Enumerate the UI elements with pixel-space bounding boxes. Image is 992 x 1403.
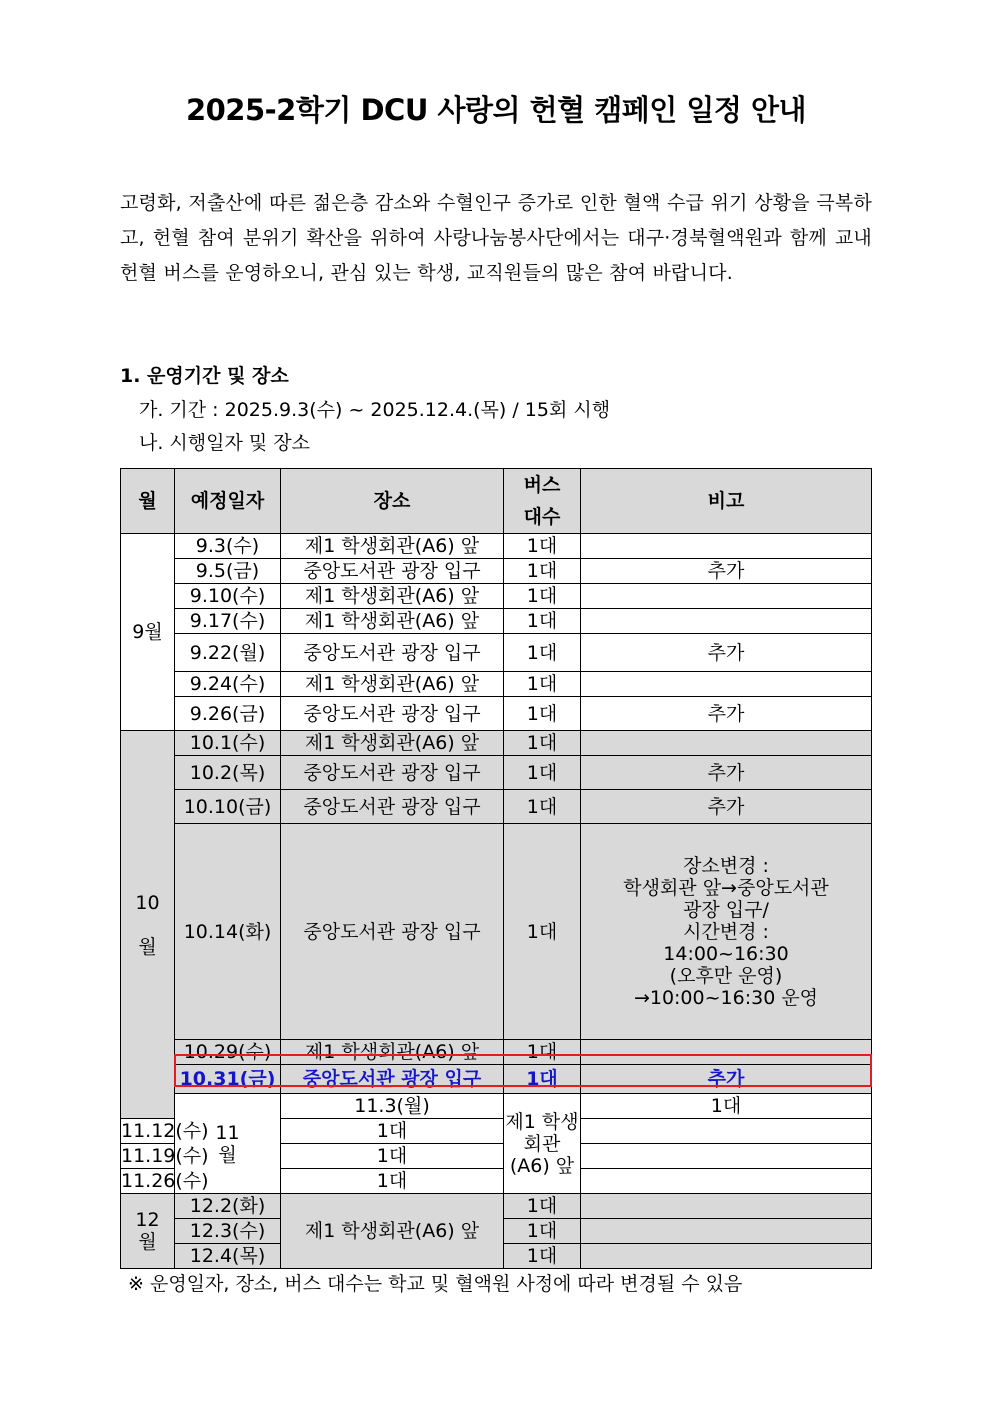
- period-line: 가. 기간 : 2025.9.3(수) ~ 2025.12.4.(목) / 15회 시행: [139, 399, 611, 421]
- note-cell: 추가: [581, 697, 872, 731]
- bus-cell: 1대: [504, 634, 581, 672]
- table-row: [121, 790, 872, 824]
- bus-cell: 1대: [504, 756, 581, 790]
- date-cell: 10.31(금): [175, 1065, 281, 1094]
- date-cell: 12.2(화): [175, 1194, 281, 1219]
- date-cell: 10.29(수): [175, 1040, 281, 1065]
- note-cell: [581, 1119, 872, 1144]
- place-cell: 중앙도서관 광장 입구: [281, 634, 504, 672]
- month-cell-nov: 11 월: [175, 1094, 281, 1194]
- bus-cell: 1대: [504, 534, 581, 559]
- table-row: [121, 1040, 872, 1065]
- date-cell: 11.19(수): [121, 1145, 209, 1167]
- note-cell-multiline: 장소변경 : 학생회관 앞→중앙도서관 광장 입구/ 시간변경 : 14:00~16:30 (오후만 운영) →10:00~16:30 운영: [581, 824, 872, 1040]
- date-cell: 9.10(수): [175, 584, 281, 609]
- bus-cell: 1대: [281, 1169, 504, 1194]
- note-cell: [581, 1169, 872, 1194]
- place-cell: 중앙도서관 광장 입구: [281, 756, 504, 790]
- place-cell: 중앙도서관 광장 입구: [281, 1065, 504, 1094]
- page-title: 2025-2학기 DCU 사랑의 헌혈 캠페인 일정 안내: [185, 93, 807, 127]
- place-cell: 중앙도서관 광장 입구: [281, 824, 504, 1040]
- date-cell: 10.14(화): [175, 824, 281, 1040]
- note-cell: [581, 1194, 872, 1219]
- table-row: [121, 731, 872, 756]
- date-cell: 9.26(금): [175, 697, 281, 731]
- place-cell-nov: 제1 학생회관(A6) 앞: [504, 1094, 581, 1194]
- note-cell: [581, 1040, 872, 1065]
- date-cell: 9.22(월): [175, 634, 281, 672]
- bus-cell: 1대: [281, 1119, 504, 1144]
- note-cell: 추가: [581, 756, 872, 790]
- bus-cell: 1대: [504, 1244, 581, 1269]
- bus-cell: 1대: [504, 609, 581, 634]
- place-cell: 중앙도서관 광장 입구: [281, 697, 504, 731]
- bus-cell: 1대: [581, 1094, 872, 1119]
- table-row: [121, 534, 872, 559]
- place-cell: 제1 학생회관(A6) 앞: [281, 609, 504, 634]
- bus-cell: 1대: [504, 1194, 581, 1219]
- bus-cell: 1대: [281, 1144, 504, 1169]
- table-row-highlighted: [121, 1065, 872, 1094]
- table-row: [121, 1194, 872, 1219]
- note-cell: [581, 1219, 872, 1244]
- table-row: [121, 697, 872, 731]
- date-cell: 12.4(목): [175, 1244, 281, 1269]
- month-cell-oct: 10 월: [121, 731, 175, 1119]
- date-cell: 9.5(금): [175, 559, 281, 584]
- note-cell: [581, 672, 872, 697]
- bus-cell: 1대: [504, 697, 581, 731]
- month-cell-dec: 12 월: [121, 1194, 175, 1269]
- header-place: 장소: [281, 469, 504, 534]
- date-cell: 10.10(금): [175, 790, 281, 824]
- note-cell: 추가: [581, 559, 872, 584]
- table-header-row: [121, 469, 872, 534]
- table-row: [121, 634, 872, 672]
- section-heading: 1. 운영기간 및 장소: [120, 365, 289, 387]
- date-cell: 12.3(수): [175, 1219, 281, 1244]
- place-cell: 제1 학생회관(A6) 앞: [281, 584, 504, 609]
- note-cell: 추가: [581, 1065, 872, 1094]
- bus-cell: 1대: [504, 584, 581, 609]
- bus-cell: 1대: [504, 559, 581, 584]
- table-row: [121, 584, 872, 609]
- header-bus: 버스 대수: [504, 469, 581, 534]
- note-cell: [581, 584, 872, 609]
- date-cell: 10.2(목): [175, 756, 281, 790]
- table-row: [121, 609, 872, 634]
- table-row: [121, 824, 872, 1040]
- table-row: [121, 559, 872, 584]
- date-cell: 9.3(수): [175, 534, 281, 559]
- bus-cell: 1대: [504, 1040, 581, 1065]
- dates-heading: 나. 시행일자 및 장소: [139, 432, 310, 454]
- bus-cell: 1대: [504, 731, 581, 756]
- bus-cell: 1대: [504, 1219, 581, 1244]
- note-cell: 추가: [581, 790, 872, 824]
- bus-cell: 1대: [504, 1065, 581, 1094]
- place-cell-dec: 제1 학생회관(A6) 앞: [281, 1194, 504, 1269]
- note-cell: 추가: [581, 634, 872, 672]
- date-cell: 11.26(수): [121, 1170, 209, 1192]
- schedule-table: [120, 468, 872, 1269]
- month-cell-sep: 9월: [121, 534, 175, 731]
- date-cell: 10.1(수): [175, 731, 281, 756]
- place-cell: 제1 학생회관(A6) 앞: [281, 1040, 504, 1065]
- place-cell: 중앙도서관 광장 입구: [281, 559, 504, 584]
- place-cell: 제1 학생회관(A6) 앞: [281, 672, 504, 697]
- date-cell: 9.24(수): [175, 672, 281, 697]
- intro-paragraph: 고령화, 저출산에 따른 젊은층 감소와 수혈인구 증가로 인한 혈액 수급 위기 상황을 극복하고, 헌혈 참여 분위기 확산을 위하여 사랑나눔봉사단에서는 대구·경북혈액원과 함께 교내 헌혈 버스를 운영하오니, 관심 있는 학생, 교직원들의 많은 참여 바랍니다.: [120, 192, 872, 284]
- place-cell: 중앙도서관 광장 입구: [281, 790, 504, 824]
- footnote: ※ 운영일자, 장소, 버스 대수는 학교 및 혈액원 사정에 따라 변경될 수 있음: [128, 1273, 743, 1295]
- header-date: 예정일자: [175, 469, 281, 534]
- bus-cell: 1대: [504, 672, 581, 697]
- note-cell: [581, 534, 872, 559]
- table-row: [121, 672, 872, 697]
- bus-cell: 1대: [504, 790, 581, 824]
- date-cell: 11.3(월): [281, 1094, 504, 1119]
- header-month: 월: [121, 469, 175, 534]
- header-note: 비고: [581, 469, 872, 534]
- note-cell: [581, 731, 872, 756]
- place-cell: 제1 학생회관(A6) 앞: [281, 534, 504, 559]
- table-row: [121, 756, 872, 790]
- note-cell: [581, 1144, 872, 1169]
- table-row: [121, 1094, 872, 1119]
- date-cell: 11.12(수): [121, 1120, 209, 1142]
- bus-cell: 1대: [504, 824, 581, 1040]
- date-cell: 9.17(수): [175, 609, 281, 634]
- note-cell: [581, 609, 872, 634]
- place-cell: 제1 학생회관(A6) 앞: [281, 731, 504, 756]
- note-cell: [581, 1244, 872, 1269]
